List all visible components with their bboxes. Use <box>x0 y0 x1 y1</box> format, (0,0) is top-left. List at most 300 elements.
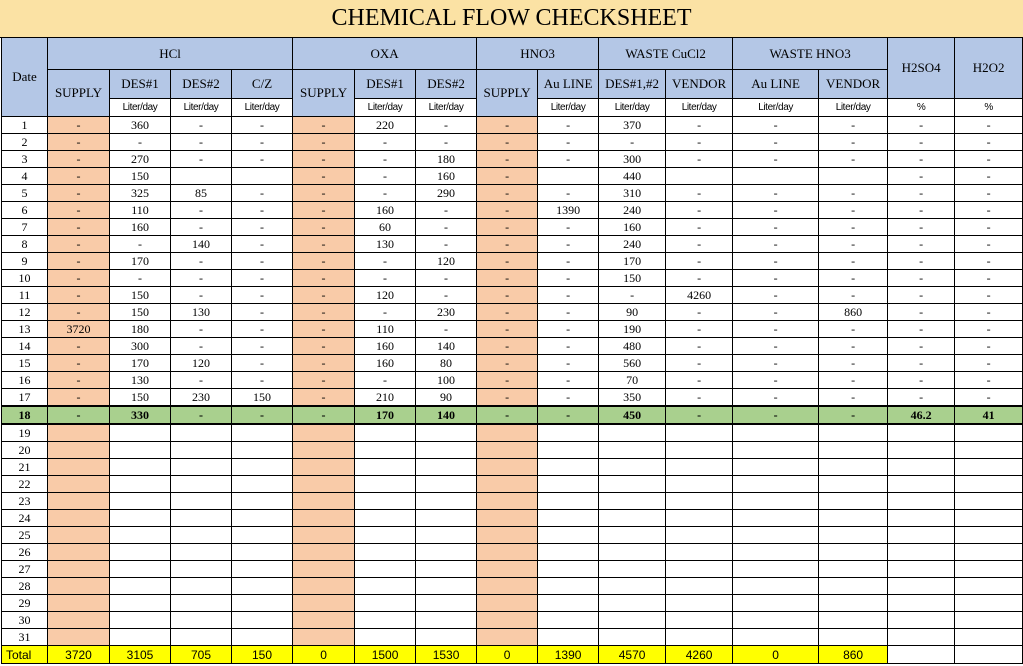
value-cell[interactable] <box>477 527 538 544</box>
value-cell[interactable] <box>666 424 733 442</box>
value-cell[interactable]: - <box>232 270 293 287</box>
value-cell[interactable]: 230 <box>171 389 232 407</box>
value-cell[interactable]: - <box>819 151 888 168</box>
value-cell[interactable]: - <box>416 202 477 219</box>
value-cell[interactable]: - <box>171 253 232 270</box>
value-cell[interactable] <box>888 459 955 476</box>
value-cell[interactable]: 85 <box>171 185 232 202</box>
value-cell[interactable]: 110 <box>355 321 416 338</box>
value-cell[interactable]: - <box>538 117 599 134</box>
value-cell[interactable] <box>955 476 1023 493</box>
value-cell[interactable] <box>819 527 888 544</box>
date-cell[interactable]: 31 <box>2 629 48 646</box>
value-cell[interactable]: 110 <box>110 202 171 219</box>
value-cell[interactable] <box>110 612 171 629</box>
value-cell[interactable] <box>171 629 232 646</box>
value-cell[interactable] <box>110 595 171 612</box>
value-cell[interactable]: - <box>733 355 819 372</box>
value-cell[interactable] <box>48 629 110 646</box>
value-cell[interactable] <box>293 442 355 459</box>
value-cell[interactable] <box>48 459 110 476</box>
value-cell[interactable]: 360 <box>110 117 171 134</box>
value-cell[interactable]: - <box>955 253 1023 270</box>
value-cell[interactable]: 150 <box>110 168 171 185</box>
value-cell[interactable]: - <box>355 185 416 202</box>
value-cell[interactable]: - <box>48 219 110 236</box>
value-cell[interactable]: 120 <box>171 355 232 372</box>
value-cell[interactable]: 90 <box>599 304 666 321</box>
date-cell[interactable]: 17 <box>2 389 48 407</box>
value-cell[interactable] <box>293 595 355 612</box>
value-cell[interactable] <box>666 510 733 527</box>
value-cell[interactable]: - <box>232 117 293 134</box>
value-cell[interactable] <box>888 561 955 578</box>
value-cell[interactable]: - <box>293 406 355 424</box>
value-cell[interactable]: - <box>733 338 819 355</box>
value-cell[interactable] <box>888 424 955 442</box>
value-cell[interactable] <box>110 561 171 578</box>
value-cell[interactable] <box>416 612 477 629</box>
value-cell[interactable]: 480 <box>599 338 666 355</box>
value-cell[interactable] <box>355 612 416 629</box>
value-cell[interactable] <box>171 476 232 493</box>
value-cell[interactable]: - <box>171 117 232 134</box>
date-cell[interactable]: 23 <box>2 493 48 510</box>
value-cell[interactable]: - <box>48 185 110 202</box>
value-cell[interactable]: - <box>955 287 1023 304</box>
value-cell[interactable] <box>599 629 666 646</box>
value-cell[interactable] <box>355 544 416 561</box>
value-cell[interactable] <box>232 595 293 612</box>
value-cell[interactable] <box>232 493 293 510</box>
value-cell[interactable]: - <box>538 355 599 372</box>
value-cell[interactable]: 560 <box>599 355 666 372</box>
value-cell[interactable]: 440 <box>599 168 666 185</box>
value-cell[interactable] <box>416 629 477 646</box>
value-cell[interactable]: - <box>232 372 293 389</box>
value-cell[interactable]: - <box>48 287 110 304</box>
value-cell[interactable]: 90 <box>416 389 477 407</box>
value-cell[interactable]: - <box>477 287 538 304</box>
value-cell[interactable]: - <box>888 219 955 236</box>
value-cell[interactable] <box>955 612 1023 629</box>
value-cell[interactable] <box>733 493 819 510</box>
value-cell[interactable]: - <box>819 287 888 304</box>
value-cell[interactable] <box>110 527 171 544</box>
value-cell[interactable]: - <box>293 117 355 134</box>
value-cell[interactable] <box>293 424 355 442</box>
date-cell[interactable]: 26 <box>2 544 48 561</box>
value-cell[interactable]: - <box>538 236 599 253</box>
value-cell[interactable]: - <box>416 321 477 338</box>
date-cell[interactable]: 27 <box>2 561 48 578</box>
value-cell[interactable]: - <box>416 236 477 253</box>
value-cell[interactable] <box>599 527 666 544</box>
value-cell[interactable]: - <box>819 389 888 407</box>
value-cell[interactable] <box>955 595 1023 612</box>
value-cell[interactable] <box>110 476 171 493</box>
value-cell[interactable]: 860 <box>819 304 888 321</box>
value-cell[interactable]: - <box>110 270 171 287</box>
value-cell[interactable]: 170 <box>110 253 171 270</box>
value-cell[interactable] <box>666 595 733 612</box>
value-cell[interactable]: 60 <box>355 219 416 236</box>
value-cell[interactable]: - <box>293 219 355 236</box>
value-cell[interactable]: - <box>477 117 538 134</box>
value-cell[interactable] <box>538 629 599 646</box>
value-cell[interactable]: - <box>48 253 110 270</box>
value-cell[interactable] <box>538 459 599 476</box>
value-cell[interactable] <box>538 595 599 612</box>
value-cell[interactable]: - <box>477 338 538 355</box>
value-cell[interactable]: - <box>48 355 110 372</box>
value-cell[interactable] <box>232 629 293 646</box>
value-cell[interactable] <box>355 527 416 544</box>
value-cell[interactable] <box>477 424 538 442</box>
value-cell[interactable]: - <box>293 151 355 168</box>
value-cell[interactable] <box>666 442 733 459</box>
value-cell[interactable] <box>232 578 293 595</box>
value-cell[interactable] <box>955 442 1023 459</box>
value-cell[interactable]: - <box>666 236 733 253</box>
value-cell[interactable] <box>355 510 416 527</box>
date-cell[interactable]: 7 <box>2 219 48 236</box>
value-cell[interactable] <box>888 442 955 459</box>
value-cell[interactable]: 270 <box>110 151 171 168</box>
value-cell[interactable] <box>955 510 1023 527</box>
date-cell[interactable]: 12 <box>2 304 48 321</box>
value-cell[interactable]: 330 <box>110 406 171 424</box>
value-cell[interactable] <box>416 561 477 578</box>
value-cell[interactable] <box>666 629 733 646</box>
value-cell[interactable]: - <box>819 219 888 236</box>
value-cell[interactable] <box>599 595 666 612</box>
value-cell[interactable]: 46.2 <box>888 406 955 424</box>
value-cell[interactable]: - <box>171 219 232 236</box>
value-cell[interactable]: 130 <box>110 372 171 389</box>
date-cell[interactable]: 5 <box>2 185 48 202</box>
value-cell[interactable] <box>819 612 888 629</box>
value-cell[interactable]: 160 <box>416 168 477 185</box>
value-cell[interactable] <box>666 544 733 561</box>
value-cell[interactable]: 140 <box>171 236 232 253</box>
value-cell[interactable] <box>819 493 888 510</box>
value-cell[interactable]: - <box>733 270 819 287</box>
value-cell[interactable] <box>171 561 232 578</box>
value-cell[interactable]: - <box>888 253 955 270</box>
value-cell[interactable] <box>819 168 888 185</box>
value-cell[interactable]: - <box>955 134 1023 151</box>
value-cell[interactable] <box>355 561 416 578</box>
value-cell[interactable] <box>293 629 355 646</box>
value-cell[interactable] <box>48 578 110 595</box>
value-cell[interactable]: - <box>888 372 955 389</box>
value-cell[interactable] <box>599 424 666 442</box>
value-cell[interactable]: - <box>355 134 416 151</box>
value-cell[interactable]: - <box>538 338 599 355</box>
value-cell[interactable]: 130 <box>355 236 416 253</box>
value-cell[interactable]: 41 <box>955 406 1023 424</box>
value-cell[interactable]: - <box>48 134 110 151</box>
value-cell[interactable] <box>171 459 232 476</box>
value-cell[interactable] <box>293 476 355 493</box>
value-cell[interactable]: - <box>955 151 1023 168</box>
value-cell[interactable] <box>955 561 1023 578</box>
date-cell[interactable]: 16 <box>2 372 48 389</box>
value-cell[interactable]: - <box>666 219 733 236</box>
value-cell[interactable]: - <box>819 321 888 338</box>
value-cell[interactable] <box>232 442 293 459</box>
value-cell[interactable]: 160 <box>110 219 171 236</box>
value-cell[interactable]: - <box>293 253 355 270</box>
value-cell[interactable] <box>48 612 110 629</box>
value-cell[interactable]: - <box>819 117 888 134</box>
value-cell[interactable]: - <box>477 168 538 185</box>
value-cell[interactable] <box>888 544 955 561</box>
value-cell[interactable]: 160 <box>355 202 416 219</box>
value-cell[interactable]: - <box>599 134 666 151</box>
value-cell[interactable]: - <box>733 287 819 304</box>
value-cell[interactable] <box>666 612 733 629</box>
value-cell[interactable] <box>48 424 110 442</box>
date-cell[interactable]: 1 <box>2 117 48 134</box>
value-cell[interactable] <box>538 424 599 442</box>
value-cell[interactable] <box>666 476 733 493</box>
value-cell[interactable]: - <box>955 202 1023 219</box>
value-cell[interactable] <box>733 595 819 612</box>
value-cell[interactable] <box>955 527 1023 544</box>
value-cell[interactable]: - <box>48 270 110 287</box>
value-cell[interactable]: - <box>232 219 293 236</box>
value-cell[interactable]: 310 <box>599 185 666 202</box>
value-cell[interactable]: - <box>355 304 416 321</box>
value-cell[interactable]: - <box>819 134 888 151</box>
value-cell[interactable] <box>110 578 171 595</box>
value-cell[interactable]: - <box>666 355 733 372</box>
value-cell[interactable] <box>888 595 955 612</box>
date-cell[interactable]: 24 <box>2 510 48 527</box>
value-cell[interactable]: - <box>538 134 599 151</box>
date-cell[interactable]: 20 <box>2 442 48 459</box>
value-cell[interactable]: - <box>293 185 355 202</box>
value-cell[interactable]: - <box>819 253 888 270</box>
value-cell[interactable] <box>819 442 888 459</box>
value-cell[interactable]: - <box>733 389 819 407</box>
value-cell[interactable] <box>733 168 819 185</box>
value-cell[interactable]: - <box>355 168 416 185</box>
value-cell[interactable]: - <box>477 321 538 338</box>
value-cell[interactable]: - <box>171 321 232 338</box>
value-cell[interactable] <box>599 544 666 561</box>
value-cell[interactable] <box>955 544 1023 561</box>
value-cell[interactable]: - <box>232 185 293 202</box>
value-cell[interactable] <box>171 527 232 544</box>
value-cell[interactable]: - <box>733 236 819 253</box>
value-cell[interactable] <box>888 612 955 629</box>
value-cell[interactable] <box>819 424 888 442</box>
value-cell[interactable] <box>171 424 232 442</box>
value-cell[interactable] <box>599 578 666 595</box>
value-cell[interactable]: - <box>538 372 599 389</box>
value-cell[interactable]: - <box>819 236 888 253</box>
value-cell[interactable] <box>733 527 819 544</box>
value-cell[interactable]: - <box>293 338 355 355</box>
value-cell[interactable]: - <box>477 134 538 151</box>
value-cell[interactable]: 290 <box>416 185 477 202</box>
value-cell[interactable]: 220 <box>355 117 416 134</box>
date-cell[interactable]: 2 <box>2 134 48 151</box>
value-cell[interactable] <box>293 578 355 595</box>
value-cell[interactable] <box>110 629 171 646</box>
value-cell[interactable]: - <box>955 270 1023 287</box>
value-cell[interactable] <box>538 493 599 510</box>
value-cell[interactable] <box>232 612 293 629</box>
value-cell[interactable]: - <box>955 185 1023 202</box>
value-cell[interactable]: - <box>477 202 538 219</box>
value-cell[interactable] <box>110 493 171 510</box>
value-cell[interactable] <box>110 510 171 527</box>
value-cell[interactable] <box>110 424 171 442</box>
value-cell[interactable] <box>666 493 733 510</box>
value-cell[interactable]: - <box>232 321 293 338</box>
value-cell[interactable]: - <box>666 151 733 168</box>
value-cell[interactable] <box>599 612 666 629</box>
value-cell[interactable]: - <box>232 151 293 168</box>
value-cell[interactable] <box>888 476 955 493</box>
value-cell[interactable]: - <box>48 151 110 168</box>
value-cell[interactable]: - <box>733 406 819 424</box>
value-cell[interactable] <box>955 459 1023 476</box>
value-cell[interactable]: - <box>888 117 955 134</box>
value-cell[interactable] <box>355 424 416 442</box>
value-cell[interactable]: - <box>416 270 477 287</box>
value-cell[interactable] <box>733 510 819 527</box>
value-cell[interactable] <box>48 561 110 578</box>
value-cell[interactable]: 160 <box>355 355 416 372</box>
value-cell[interactable] <box>171 612 232 629</box>
value-cell[interactable] <box>666 527 733 544</box>
value-cell[interactable] <box>355 442 416 459</box>
value-cell[interactable]: - <box>477 389 538 407</box>
value-cell[interactable] <box>599 476 666 493</box>
value-cell[interactable]: - <box>888 321 955 338</box>
value-cell[interactable] <box>232 527 293 544</box>
value-cell[interactable]: - <box>48 372 110 389</box>
value-cell[interactable]: - <box>819 185 888 202</box>
value-cell[interactable]: - <box>477 253 538 270</box>
value-cell[interactable] <box>955 629 1023 646</box>
value-cell[interactable]: - <box>477 236 538 253</box>
value-cell[interactable] <box>599 510 666 527</box>
value-cell[interactable] <box>355 493 416 510</box>
value-cell[interactable] <box>819 510 888 527</box>
value-cell[interactable]: 170 <box>355 406 416 424</box>
value-cell[interactable] <box>171 493 232 510</box>
value-cell[interactable]: - <box>888 338 955 355</box>
date-cell[interactable]: 28 <box>2 578 48 595</box>
value-cell[interactable] <box>888 578 955 595</box>
value-cell[interactable]: 240 <box>599 202 666 219</box>
value-cell[interactable]: - <box>293 321 355 338</box>
value-cell[interactable] <box>538 527 599 544</box>
value-cell[interactable]: 180 <box>110 321 171 338</box>
value-cell[interactable]: - <box>477 406 538 424</box>
value-cell[interactable]: 150 <box>110 389 171 407</box>
value-cell[interactable]: - <box>955 219 1023 236</box>
value-cell[interactable] <box>538 544 599 561</box>
value-cell[interactable]: - <box>110 134 171 151</box>
value-cell[interactable] <box>888 493 955 510</box>
value-cell[interactable]: - <box>293 270 355 287</box>
value-cell[interactable] <box>599 459 666 476</box>
value-cell[interactable]: 4260 <box>666 287 733 304</box>
value-cell[interactable]: 3720 <box>48 321 110 338</box>
value-cell[interactable]: - <box>171 406 232 424</box>
value-cell[interactable] <box>666 168 733 185</box>
value-cell[interactable]: 1390 <box>538 202 599 219</box>
value-cell[interactable]: - <box>538 321 599 338</box>
date-cell[interactable]: 4 <box>2 168 48 185</box>
value-cell[interactable] <box>955 424 1023 442</box>
value-cell[interactable] <box>477 544 538 561</box>
value-cell[interactable]: 300 <box>599 151 666 168</box>
value-cell[interactable] <box>416 459 477 476</box>
value-cell[interactable]: - <box>888 236 955 253</box>
date-cell[interactable]: 30 <box>2 612 48 629</box>
value-cell[interactable]: 70 <box>599 372 666 389</box>
value-cell[interactable]: 150 <box>110 304 171 321</box>
value-cell[interactable] <box>293 612 355 629</box>
value-cell[interactable] <box>232 510 293 527</box>
value-cell[interactable] <box>599 442 666 459</box>
value-cell[interactable]: - <box>955 304 1023 321</box>
value-cell[interactable]: - <box>733 185 819 202</box>
value-cell[interactable] <box>110 544 171 561</box>
value-cell[interactable] <box>733 424 819 442</box>
value-cell[interactable] <box>955 493 1023 510</box>
date-cell[interactable]: 25 <box>2 527 48 544</box>
value-cell[interactable] <box>733 561 819 578</box>
value-cell[interactable]: - <box>232 287 293 304</box>
value-cell[interactable]: - <box>48 117 110 134</box>
value-cell[interactable] <box>666 459 733 476</box>
value-cell[interactable]: - <box>416 219 477 236</box>
value-cell[interactable]: - <box>477 151 538 168</box>
value-cell[interactable]: 150 <box>110 287 171 304</box>
value-cell[interactable]: 140 <box>416 406 477 424</box>
value-cell[interactable]: 370 <box>599 117 666 134</box>
date-cell[interactable]: 3 <box>2 151 48 168</box>
value-cell[interactable]: - <box>355 253 416 270</box>
value-cell[interactable]: - <box>888 202 955 219</box>
value-cell[interactable]: - <box>171 372 232 389</box>
value-cell[interactable]: - <box>293 355 355 372</box>
value-cell[interactable]: - <box>819 338 888 355</box>
date-cell[interactable]: 21 <box>2 459 48 476</box>
value-cell[interactable]: - <box>48 338 110 355</box>
value-cell[interactable]: - <box>48 304 110 321</box>
value-cell[interactable]: - <box>171 338 232 355</box>
value-cell[interactable] <box>477 595 538 612</box>
value-cell[interactable]: 130 <box>171 304 232 321</box>
date-cell[interactable]: 10 <box>2 270 48 287</box>
value-cell[interactable] <box>48 476 110 493</box>
value-cell[interactable]: - <box>888 270 955 287</box>
value-cell[interactable] <box>733 578 819 595</box>
value-cell[interactable]: - <box>48 236 110 253</box>
value-cell[interactable]: - <box>477 185 538 202</box>
value-cell[interactable] <box>819 629 888 646</box>
